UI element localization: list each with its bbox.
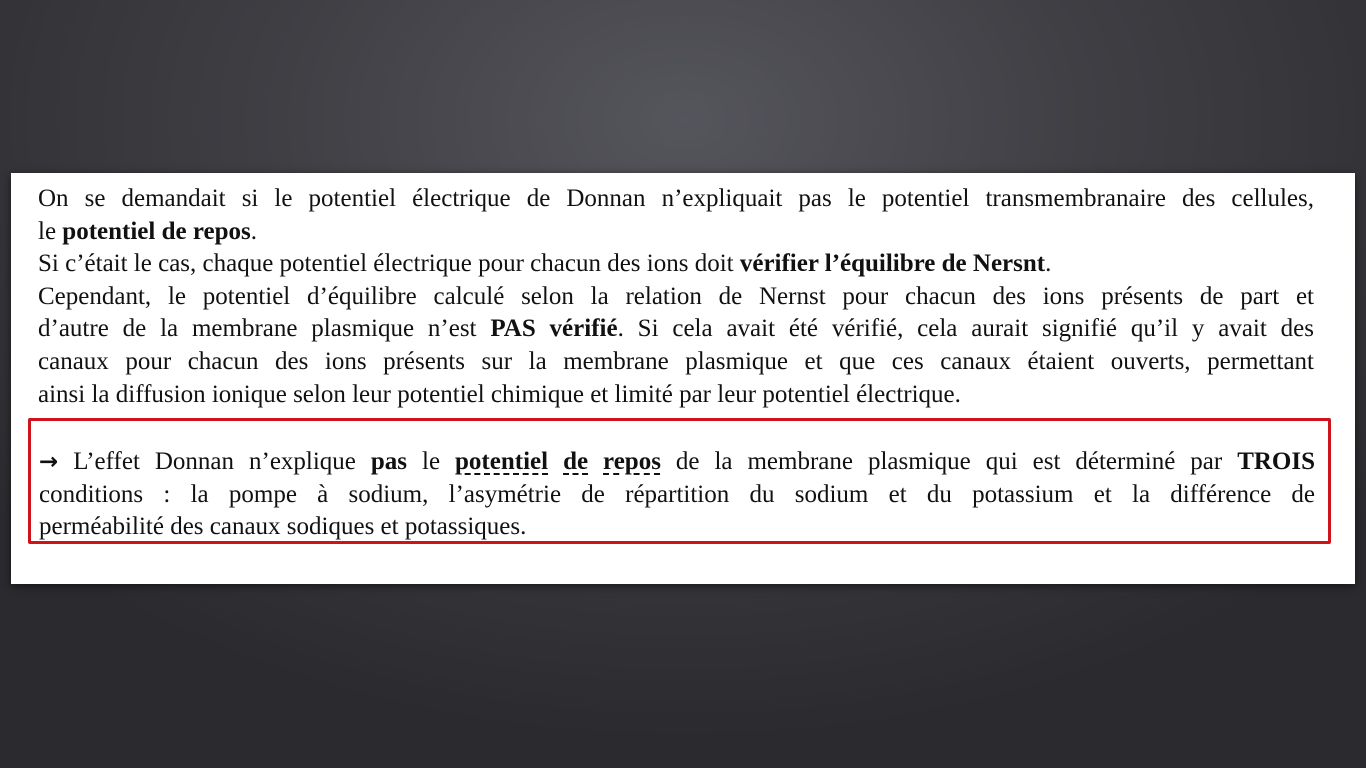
paragraph2-pre: Si c’était le cas, chaque potentiel électrique pour chacun des ions doit (38, 250, 740, 278)
paragraph3-line1: Cependant, le potentiel d’équilibre calculé selon la relation de Nernst pour chacun des ions présents de part et (38, 282, 1314, 310)
paragraph3-line4: ainsi la diffusion ionique selon leur potentiel chimique et limité par leur potentiel électrique. (38, 380, 961, 408)
conclusion-box (28, 418, 1331, 544)
body-text (38, 183, 1314, 411)
paragraph2-line (38, 248, 1314, 281)
nernst-equilibrium-term: vérifier l’équilibre de Nersnt (739, 250, 1046, 278)
emphasis-de: de (563, 448, 589, 475)
document-page (11, 173, 1355, 584)
conclusion-mid1: le (407, 448, 456, 475)
not-verified-term: PAS vérifié (490, 315, 618, 343)
emphasis-repos: repos (603, 448, 661, 475)
resting-potential-term: potentiel de repos (62, 217, 251, 245)
paragraph3-line3: canaux pour chacun des ions présents sur la membrane plasmique et que ces canaux étaient ouverts, permettant (38, 347, 1314, 375)
paragraph1-line1: On se demandait si le potentiel électrique de Donnan n’expliquait pas le potentiel transmembranaire des cellules, (38, 185, 1314, 212)
emphasis-potentiel: potentiel (455, 448, 549, 475)
conclusion-space1 (548, 448, 563, 475)
paragraph3-line2 (38, 313, 1314, 346)
paragraph1-line2-post: . (250, 217, 257, 245)
conclusion-line3: perméabilité des canaux sodiques et potassiques. (39, 513, 527, 541)
conclusion-space2 (588, 448, 603, 475)
paragraph2-post: . (1045, 250, 1052, 278)
pas-term: pas (370, 448, 408, 475)
conclusion-text (39, 446, 1315, 544)
conclusion-mid2: de la membrane plasmique qui est déterminé par (660, 448, 1238, 475)
conclusion-pre: L’effet Donnan n’explique (58, 448, 371, 475)
trois-term: TROIS (1237, 448, 1316, 475)
paragraph3-line2-pre: d’autre de la membrane plasmique n’est (38, 315, 491, 343)
paragraph1-line2 (38, 216, 1314, 249)
paragraph3-line2-post: . Si cela avait été vérifié, cela aurait signifié qu’il y avait des (617, 315, 1314, 343)
paragraph1-line2-pre: le (38, 217, 63, 245)
conclusion-line2: conditions : la pompe à sodium, l’asymétrie de répartition du sodium et du potassium et la différence de (39, 480, 1315, 508)
conclusion-line1 (39, 446, 1315, 479)
arrow-right-icon: → (39, 449, 59, 475)
